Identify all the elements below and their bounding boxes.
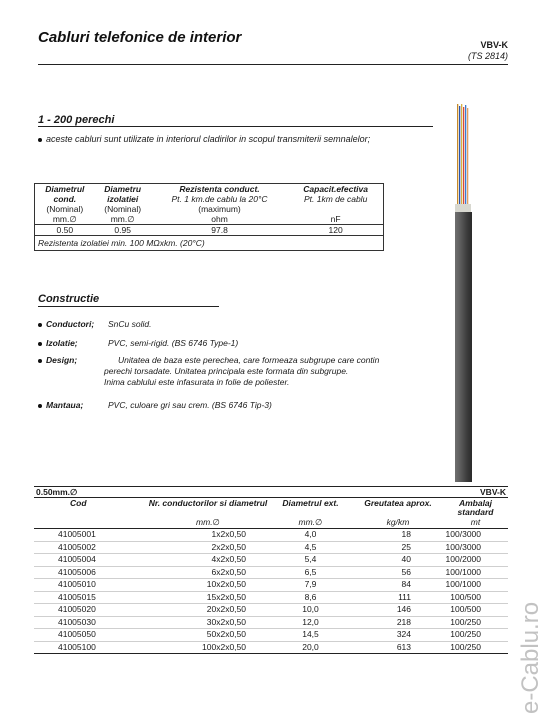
unit-cell: mm.∅ — [268, 517, 353, 529]
header-divider — [38, 64, 508, 65]
bullet-dot-icon — [38, 342, 42, 346]
construction-item-sheath — [38, 400, 448, 410]
cell-diameter: 8,6 — [268, 591, 353, 604]
spec-header-cell: Capacit.efectiva — [303, 184, 368, 194]
cable-image — [452, 104, 476, 482]
cell-conductors: 4x2x0,50 — [148, 554, 268, 567]
conductor-size-label: 0.50mm.∅ — [36, 487, 78, 497]
cell-conductors: 10x2x0,50 — [148, 579, 268, 592]
spec-header-cell: Diametru — [104, 184, 142, 194]
cell-conductors: 30x2x0,50 — [148, 616, 268, 629]
cell-weight: 56 — [353, 566, 443, 579]
main-table-code: VBV-K — [480, 487, 506, 497]
construction-label: Design; — [46, 355, 78, 365]
spec-unit-cell: nF — [330, 214, 341, 224]
product-table-header — [34, 499, 508, 517]
construction-value-continued: Inima cablului este infasurata in folie de poliester. — [104, 377, 290, 387]
cell-diameter: 6,5 — [268, 566, 353, 579]
spec-header-cell: Pt. 1km de cablu — [303, 194, 368, 204]
cell-diameter: 4,0 — [268, 529, 353, 542]
bullet-dot-icon — [38, 404, 42, 408]
usage-text: aceste cabluri sunt utilizate in interiorul cladirilor in scopul transmiterii semnalelor; — [46, 134, 371, 144]
spec-header-cell: izolatiei — [107, 194, 139, 204]
cell-code: 41005010 — [34, 579, 148, 592]
cell-conductors: 6x2x0,50 — [148, 566, 268, 579]
table-row — [34, 641, 508, 654]
bullet-dot-icon — [38, 359, 42, 363]
spec-header-cell: Diametrul — [45, 184, 85, 194]
unit-cell — [34, 517, 148, 529]
table-row — [34, 529, 508, 542]
spec-header-cell: (maximum) — [198, 204, 241, 214]
construction-value: SnCu solid. — [108, 319, 152, 329]
table-row — [34, 566, 508, 579]
spec-header-row — [35, 194, 384, 204]
cell-packaging: 100/500 — [443, 591, 508, 604]
product-code — [468, 40, 508, 62]
spec-header-cell: cond. — [53, 194, 77, 204]
construction-value: PVC, semi-rigid. (BS 6746 Type-1) — [108, 338, 239, 348]
cell-diameter: 4,5 — [268, 541, 353, 554]
column-header-packaging: Ambalaj standard — [457, 498, 494, 517]
cell-diameter: 7,9 — [268, 579, 353, 592]
construction-heading: Constructie — [38, 293, 100, 305]
spec-header-row — [35, 204, 384, 214]
spec-values-row — [35, 225, 384, 236]
cell-packaging: 100/250 — [443, 616, 508, 629]
construction-item-insulation — [38, 338, 448, 348]
spec-units-row — [35, 214, 384, 225]
cell-code: 41005001 — [34, 529, 148, 542]
table-row — [34, 629, 508, 642]
cell-conductors: 100x2x0,50 — [148, 641, 268, 654]
construction-divider — [38, 306, 219, 307]
watermark-logo — [512, 552, 546, 717]
cable-illustration — [452, 104, 476, 482]
cell-weight: 218 — [353, 616, 443, 629]
product-table-units — [34, 517, 508, 529]
column-header-weight: Greutatea aprox. — [364, 498, 432, 508]
cell-weight: 146 — [353, 604, 443, 617]
spec-unit-cell: mm.∅ — [110, 214, 135, 224]
standard-label: (TS 2814) — [467, 51, 508, 61]
cell-weight: 25 — [353, 541, 443, 554]
table-row — [34, 591, 508, 604]
product-code-label: VBV-K — [480, 40, 508, 50]
cell-packaging: 100/1000 — [443, 566, 508, 579]
cell-packaging: 100/250 — [443, 641, 508, 654]
unit-cell: mt — [443, 517, 508, 529]
cell-diameter: 12,0 — [268, 616, 353, 629]
cell-weight: 111 — [353, 591, 443, 604]
column-header-code: Cod — [70, 498, 87, 508]
pairs-range-heading: 1 - 200 perechi — [38, 114, 115, 126]
unit-cell: kg/km — [353, 517, 443, 529]
product-table — [34, 499, 508, 654]
column-header-conductors: Nr. conductorilor si diametrul — [148, 498, 268, 508]
cell-conductors: 20x2x0,50 — [148, 604, 268, 617]
spec-value-cell: 97.8 — [151, 225, 289, 236]
cell-weight: 18 — [353, 529, 443, 542]
cell-diameter: 14,5 — [268, 629, 353, 642]
unit-cell: mm.∅ — [148, 517, 268, 529]
column-header-diameter: Diametrul ext. — [282, 498, 339, 508]
table-row — [34, 579, 508, 592]
spec-value-cell: 120 — [288, 225, 383, 236]
spec-header-cell — [288, 204, 383, 214]
electrical-spec-table — [34, 183, 384, 251]
spec-header-cell: Rezistenta conduct. — [179, 184, 260, 194]
spec-header-cell: (Nominal) — [104, 204, 142, 214]
cell-packaging: 100/500 — [443, 604, 508, 617]
cell-code: 41005015 — [34, 591, 148, 604]
cell-diameter: 20,0 — [268, 641, 353, 654]
construction-label: Mantaua; — [46, 400, 84, 410]
construction-item-design — [38, 355, 448, 388]
construction-item-conductors — [38, 319, 448, 329]
cell-weight: 613 — [353, 641, 443, 654]
pairs-heading-divider — [38, 126, 433, 127]
cell-packaging: 100/250 — [443, 629, 508, 642]
spec-header-cell: (Nominal) — [46, 204, 84, 214]
table-row — [34, 554, 508, 567]
cell-conductors: 2x2x0,50 — [148, 541, 268, 554]
spec-header-cell: Pt. 1 km.de cablu la 20°C — [171, 194, 268, 204]
construction-value: Unitatea de baza este perechea, care formeaza subgrupe care contin — [118, 355, 380, 365]
cell-weight: 40 — [353, 554, 443, 567]
cell-conductors: 15x2x0,50 — [148, 591, 268, 604]
cell-packaging: 100/3000 — [443, 529, 508, 542]
construction-value: PVC, culoare gri sau crem. (BS 6746 Tip-3) — [108, 400, 272, 410]
bullet-dot-icon — [38, 138, 42, 142]
main-table-bar — [34, 486, 508, 498]
insulation-row — [35, 236, 384, 251]
cell-packaging: 100/3000 — [443, 541, 508, 554]
cell-code: 41005006 — [34, 566, 148, 579]
construction-label: Izolatie; — [46, 338, 78, 348]
bullet-dot-icon — [38, 323, 42, 327]
cell-packaging: 100/1000 — [443, 579, 508, 592]
table-row — [34, 604, 508, 617]
cell-diameter: 10,0 — [268, 604, 353, 617]
cell-packaging: 100/2000 — [443, 554, 508, 567]
cell-conductors: 50x2x0,50 — [148, 629, 268, 642]
spec-header-row — [35, 184, 384, 195]
construction-value-continued: perechi torsadate. Unitatea principala este formata din subgrupe. — [104, 366, 349, 376]
cell-code: 41005020 — [34, 604, 148, 617]
spec-unit-cell: mm.∅ — [52, 214, 77, 224]
cell-weight: 84 — [353, 579, 443, 592]
table-row — [34, 616, 508, 629]
cell-code: 41005100 — [34, 641, 148, 654]
watermark-text: e-Cablu.ro — [517, 601, 544, 714]
cell-code: 41005002 — [34, 541, 148, 554]
cell-weight: 324 — [353, 629, 443, 642]
construction-label: Conductori; — [46, 319, 95, 329]
insulation-resistance: Rezistenta izolatiei min. 100 MΩxkm. (20°C) — [35, 236, 384, 251]
cell-conductors: 1x2x0,50 — [148, 529, 268, 542]
table-row — [34, 541, 508, 554]
cell-code: 41005004 — [34, 554, 148, 567]
page-title: Cabluri telefonice de interior — [38, 29, 242, 46]
spec-value-cell: 0.50 — [35, 225, 95, 236]
cell-code: 41005030 — [34, 616, 148, 629]
spec-value-cell: 0.95 — [95, 225, 151, 236]
usage-bullet — [38, 134, 438, 144]
cell-code: 41005050 — [34, 629, 148, 642]
spec-unit-cell: ohm — [211, 214, 228, 224]
cell-diameter: 5,4 — [268, 554, 353, 567]
